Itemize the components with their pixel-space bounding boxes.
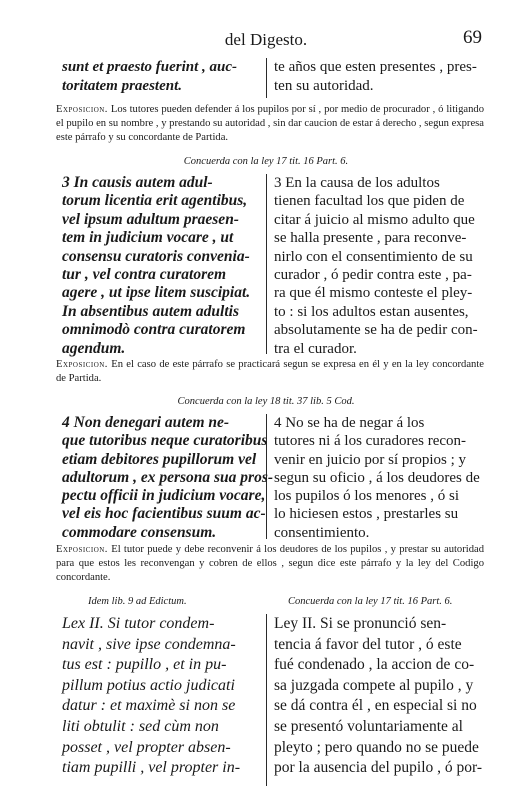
spanish-column-3 — [274, 414, 478, 542]
latin-line: datur : et maximè si non se — [62, 697, 236, 715]
spanish-line: citar á juicio al mismo adulto que — [274, 211, 475, 228]
latin-line: que tutoribus neque curatoribus — [62, 432, 268, 450]
latin-line: vel eis hoc facientibus suum ac- — [62, 505, 266, 523]
exposicion-note-3 — [56, 543, 484, 585]
page-number: 69 — [463, 27, 482, 48]
spanish-line: tra el curador. — [274, 340, 357, 357]
latin-line: tiam pupilli , vel propter in- — [62, 759, 241, 777]
latin-line: toritatem praestent. — [62, 78, 182, 94]
spanish-line: te años que esten presentes , pres- — [274, 59, 477, 75]
latin-line: tur , vel contra curatorem — [62, 266, 227, 284]
latin-line: consensu curatoris convenia- — [62, 247, 250, 265]
spanish-line: lo hiciesen estos , prestarles su — [274, 506, 459, 523]
latin-line: torum licentia erit agentibus, — [62, 192, 248, 210]
latin-line: sunt et praesto fuerint , auc- — [62, 59, 238, 75]
spanish-line: se halla presente , para reconve- — [274, 230, 467, 247]
spanish-line: pleyto ; pero quando no se puede — [274, 738, 479, 756]
latin-line: pillum potius actio judicati — [62, 676, 235, 694]
spanish-line: absolutamente se ha de pedir con- — [274, 322, 478, 339]
note-text: Los tutores pueden defender á los pupilos por sí , por medio de procurador , ó litigando el pupilo en su nombre , y prestando su autoridad , sin dar caucion de estar á derecho , segun expresa este párrafo y su concordante de Partida. — [56, 104, 484, 143]
latin-line: pectu officii in judicium vocare, — [62, 487, 266, 505]
latin-line: 4 Non denegari autem ne- — [62, 414, 230, 431]
spanish-line: sa juzgada compete al pupilo , y — [274, 676, 474, 694]
spanish-line: 3 En la causa de los adultos — [274, 175, 440, 191]
latin-column-2 — [62, 174, 262, 358]
note-label: Exposicion. — [56, 544, 108, 555]
column-divider — [266, 174, 267, 354]
latin-line: navit , sive ipse condemna- — [62, 635, 236, 653]
running-header: del Digesto. — [224, 30, 308, 49]
latin-line: liti obtulit : sed cùm non — [62, 717, 219, 735]
latin-line: omnimodò contra curatorem — [62, 321, 246, 339]
latin-line: tem in judicium vocare , ut — [62, 229, 234, 247]
spanish-line: los pupilos ó los menores , ó si — [274, 488, 460, 505]
spanish-line: se presentó voluntariamente al — [274, 717, 463, 735]
concordance-line-1: Concuerda con la ley 17 tit. 16 Part. 6. — [183, 156, 349, 167]
spanish-line: tutores ni á los curadores recon- — [274, 433, 467, 450]
spanish-line: fué condenado , la accion de co- — [274, 656, 475, 674]
spanish-column-2 — [274, 174, 478, 358]
spanish-line: 4 No se ha de negar á los — [274, 415, 425, 431]
spanish-column-4 — [274, 614, 483, 779]
spanish-line: ra que él mismo conteste el pley- — [274, 285, 473, 302]
latin-column-3 — [62, 414, 274, 542]
column-divider — [266, 58, 267, 98]
latin-line: commodare consensum. — [62, 523, 217, 541]
spanish-line: Ley II. Si se pronunció sen- — [274, 615, 447, 632]
spanish-line: to : si los adultos estan ausentes, — [274, 303, 469, 320]
note-label: Exposicion. — [56, 104, 108, 115]
exposicion-note-1 — [56, 103, 484, 145]
latin-line: vel ipsum adultum praesen- — [62, 210, 239, 228]
spanish-line: segun su oficio , á los deudores de — [274, 469, 480, 486]
latin-line: posset , vel propter absen- — [62, 738, 231, 756]
spanish-line: por la ausencia del pupilo , ó por- — [274, 759, 483, 777]
latin-line: agere , ut ipse litem suscipiat. — [62, 284, 251, 302]
exposicion-note-2 — [56, 358, 484, 386]
spanish-line: ten su autoridad. — [274, 78, 374, 94]
latin-line: 3 In causis autem adul- — [62, 174, 213, 191]
spanish-line: consentimiento. — [274, 524, 370, 541]
spanish-line: nirlo con el consentimiento de su — [274, 248, 473, 265]
source-reference: Idem lib. 9 ad Edictum. — [88, 596, 187, 607]
latin-column-4 — [62, 614, 262, 779]
note-text: El tutor puede y debe reconvenir á los deudores de los pupilos , y prestar su autoridad para que estos les reconvengan y cobren de ellos , segun dice este párrafo y la ley del Codigo concordante. — [56, 544, 484, 583]
column-divider — [266, 614, 267, 786]
concordance-line-2: Concuerda con la ley 18 tit. 37 lib. 5 Cod. — [177, 396, 355, 407]
latin-column-1 — [62, 58, 262, 96]
latin-line: etiam debitores pupillorum vel — [62, 450, 257, 468]
spanish-line: tienen facultad los que piden de — [274, 193, 465, 210]
latin-line: tus est : pupillo , et in pu- — [62, 656, 227, 674]
spanish-line: curador , ó pedir contra este , pa- — [274, 267, 472, 284]
note-text: En el caso de este párrafo se practicará segun se expresa en él y en la ley concordante de Partida. — [56, 359, 484, 384]
spanish-line: venir en juicio por sí propios ; y — [274, 451, 467, 468]
spanish-column-1 — [274, 58, 478, 96]
spanish-line: tencia á favor del tutor , ó este — [274, 635, 462, 653]
latin-line: agendum. — [62, 339, 126, 357]
note-label: Exposicion. — [56, 359, 108, 370]
concordance-line-3: Concuerda con la ley 17 tit. 16 Part. 6. — [288, 596, 453, 607]
latin-line: In absentibus autem adultis — [62, 302, 240, 320]
spanish-line: se dá contra él , en especial si no — [274, 697, 477, 715]
latin-line: adultorum , ex persona sua pros- — [62, 468, 274, 486]
latin-line: Lex II. Si tutor condem- — [62, 615, 215, 632]
